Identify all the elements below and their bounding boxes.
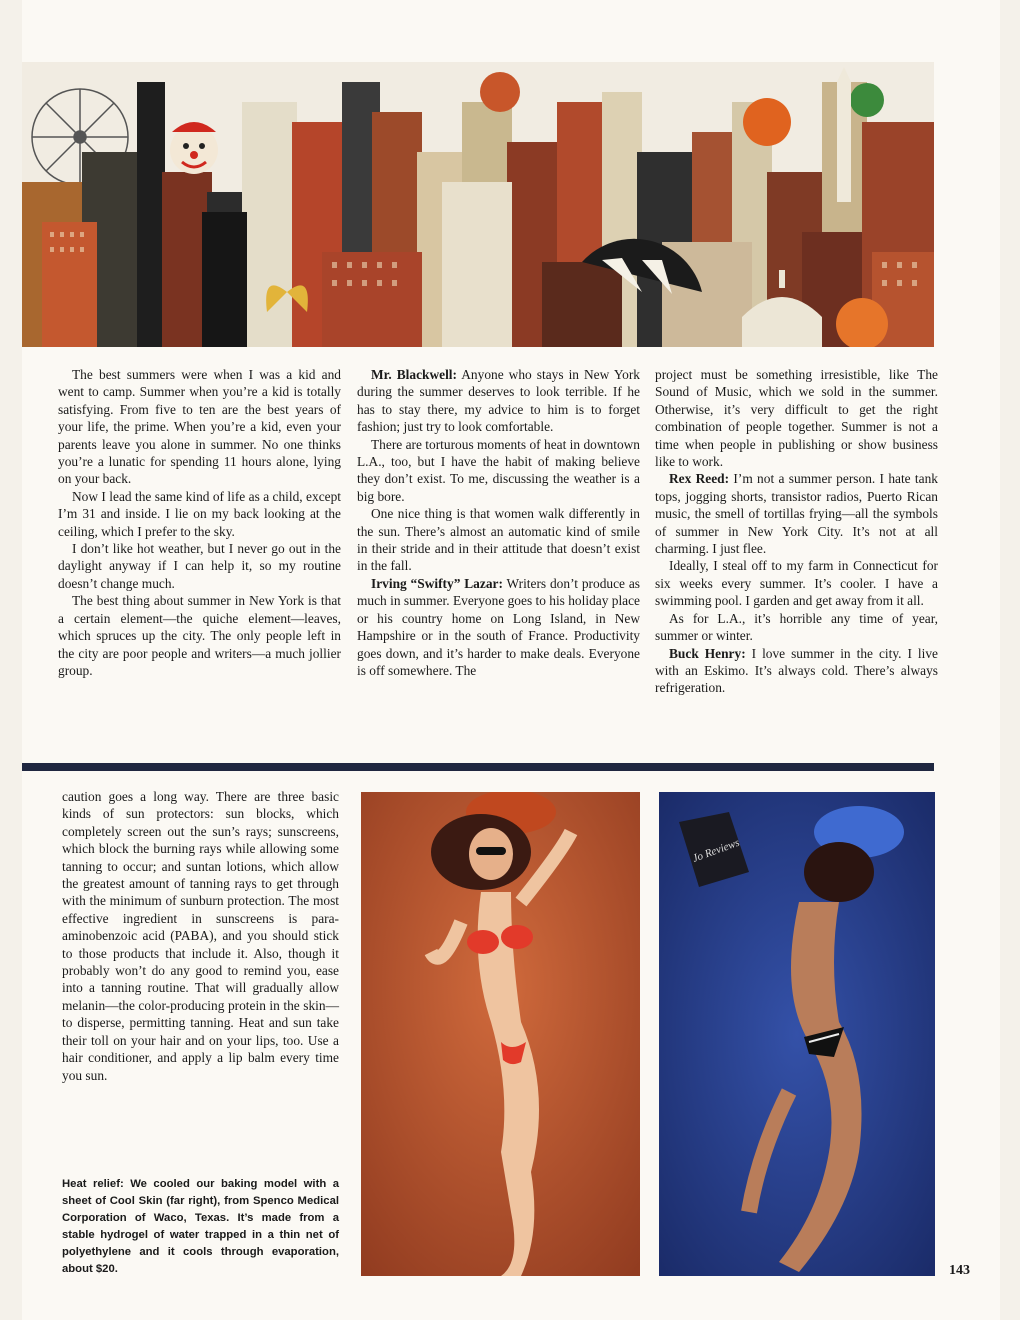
paragraph: The best thing about summer in New York is that a certain element—the quiche element—leaves, which spruces up the city. The only people left in the city are poor people and writers—a much jollier group. <box>58 593 341 678</box>
paragraph: caution goes a long way. There are three basic kinds of sun protectors: sun blocks, which completely screen out the sun’s rays; sunscreens, which block the burning rays while allowing some tanning to occur; and suntan lotions, which allow the greatest amount of tanning rays to get through with the minimum of sunburn protection. The most effective ingredient in sunscreens is para-aminobenzoic acid (PABA), and you should stick to those products that include it. Also, though it probably won’t do any good to remind you, ease into a tanning routine. That will gradually allow melanin—the color-producing protein in the skin—to disperse, permitting tanning. Heat and sun take their toll on your hair and on your lips, too. Use a hair conditioner, and apply a lip balm every time you sun. <box>62 789 339 1083</box>
speaker-name: Irving “Swifty” Lazar: <box>371 575 503 591</box>
paragraph: One nice thing is that women walk differently in the sun. There’s almost an automatic kind of smile in their stride and in their attitude that doesn’t exist in the fall. <box>357 506 640 574</box>
paragraph: Now I lead the same kind of life as a child, except I’m 31 and inside. I lie on my back looking at the ceiling, which I prefer to the sky. <box>58 488 341 539</box>
paragraph: Ideally, I steal off to my farm in Connecticut for six weeks every summer. It’s cooler. I have a swimming pool. I garden and get away from it all. <box>655 558 938 609</box>
photo-model-cool-skin <box>659 792 935 1276</box>
model-photo-svg <box>659 792 935 1276</box>
model-photo-svg <box>361 792 640 1276</box>
clown-face-icon <box>170 122 218 174</box>
magazine-title: Jo Reviews <box>690 836 742 865</box>
obelisk-icon <box>837 67 851 202</box>
paragraph: Rex Reed: I’m not a summer person. I hate tank tops, jogging shorts, transistor radios, Puerto Rican music, the smell of tortillas frying—all the symbols of summer in New York City. It’s not at all charming. I just flee. <box>655 471 938 557</box>
speaker-name: Mr. Blackwell: <box>371 367 457 382</box>
speaker-name: Buck Henry: <box>669 645 746 661</box>
text-column-3 <box>655 366 938 697</box>
text-column-2 <box>357 366 640 679</box>
paragraph: Mr. Blackwell: Anyone who stays in New York during the summer deserves to look terrible. If he has to stay there, my advice to him is to forget fashion; just try to look comfortable. <box>357 367 640 435</box>
orange-ball-icon <box>743 98 791 146</box>
page-number: 143 <box>949 1263 970 1278</box>
paragraph: project must be something irresistible, like The Sound of Music, which we sold in the summer. Otherwise, it’s very difficult to get the right combination of people together. Summer is not a time when people in publishing or show business like to work. <box>655 367 938 470</box>
photo-model-sunbathing <box>361 792 640 1276</box>
paragraph: The best summers were when I was a kid and went to camp. Summer when you’re a kid is totally satisfying. From five to ten are the best years of your life, the prime. When you’re a kid, even your parents leave you alone in summer. No one thinks you’re a lunatic for spending 11 hours alone, lying on your back. <box>58 367 341 487</box>
caption-text: Heat relief: We cooled our baking model with a sheet of Cool Skin (far right), from Spenco Medical Corporation of Waco, Texas. It’s made from a stable hydrogel of water trapped in a thin net of polyethylene and it cools through evaporation, about $20. <box>62 1178 339 1275</box>
section-divider <box>22 763 934 771</box>
baseball-icon <box>480 72 520 112</box>
paragraph: As for L.A., it’s horrible any time of year, summer or winter. <box>655 610 938 644</box>
green-ball-icon <box>850 83 884 117</box>
paragraph: Irving “Swifty” Lazar: Writers don’t produce as much in summer. Everyone goes to his holiday place or his country home on Long Island, in New Hampshire or in the south of France. Productivity goes down, and it’s harder to make deals. Everyone is off somewhere. The <box>357 575 641 678</box>
skyline-svg <box>22 62 934 347</box>
paragraph: Buck Henry: I love summer in the city. I live with an Eskimo. It’s always cold. There’s always refrigeration. <box>655 645 938 696</box>
speaker-name: Rex Reed: <box>669 471 730 487</box>
photo-caption <box>62 1176 339 1278</box>
sun-protection-text <box>62 788 339 1084</box>
city-collage-illustration <box>22 62 934 347</box>
paragraph: I don’t like hot weather, but I never go out in the daylight anyway if I can help it, so my routine doesn’t change much. <box>58 541 341 591</box>
paragraph: There are torturous moments of heat in downtown L.A., too, but I have the habit of making believe they don’t exist. To me, discussing the weather is a big bore. <box>357 436 640 504</box>
text-column-1 <box>58 366 341 679</box>
